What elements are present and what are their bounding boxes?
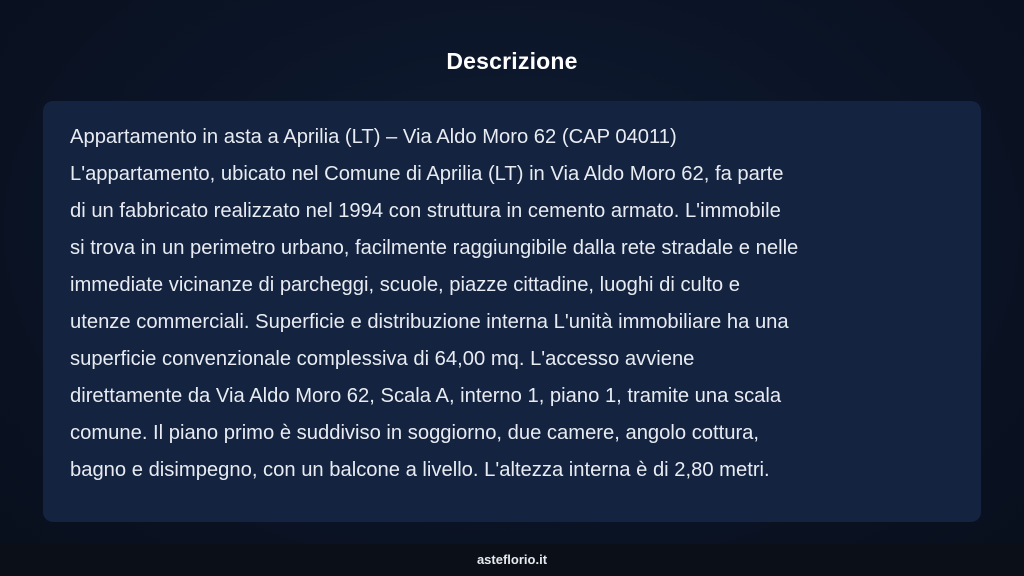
description-card: [43, 101, 981, 522]
description-line: comune. Il piano primo è suddiviso in soggiorno, due camere, angolo cottura,: [70, 422, 760, 444]
description-line: si trova in un perimetro urbano, facilmente raggiungibile dalla rete stradale e nelle: [70, 237, 799, 259]
description-line: superficie convenzionale complessiva di 64,00 mq. L'accesso avviene: [70, 348, 695, 370]
description-text: [70, 119, 945, 489]
page-title: Descrizione: [446, 48, 578, 74]
description-line: direttamente da Via Aldo Moro 62, Scala A, interno 1, piano 1, tramite una scala: [70, 385, 782, 407]
description-line: bagno e disimpegno, con un balcone a livello. L'altezza interna è di 2,80 metri.: [70, 459, 770, 481]
description-line: utenze commerciali. Superficie e distribuzione interna L'unità immobiliare ha una: [70, 311, 789, 333]
description-line: Appartamento in asta a Aprilia (LT) – Via Aldo Moro 62 (CAP 04011): [70, 126, 677, 148]
description-line: di un fabbricato realizzato nel 1994 con struttura in cemento armato. L'immobile: [70, 200, 781, 222]
site-watermark: asteflorio.it: [476, 552, 548, 567]
footer-bar: [0, 544, 1024, 576]
description-line: immediate vicinanze di parcheggi, scuole, piazze cittadine, luoghi di culto e: [70, 274, 740, 296]
description-line: L'appartamento, ubicato nel Comune di Aprilia (LT) in Via Aldo Moro 62, fa parte: [70, 163, 784, 185]
